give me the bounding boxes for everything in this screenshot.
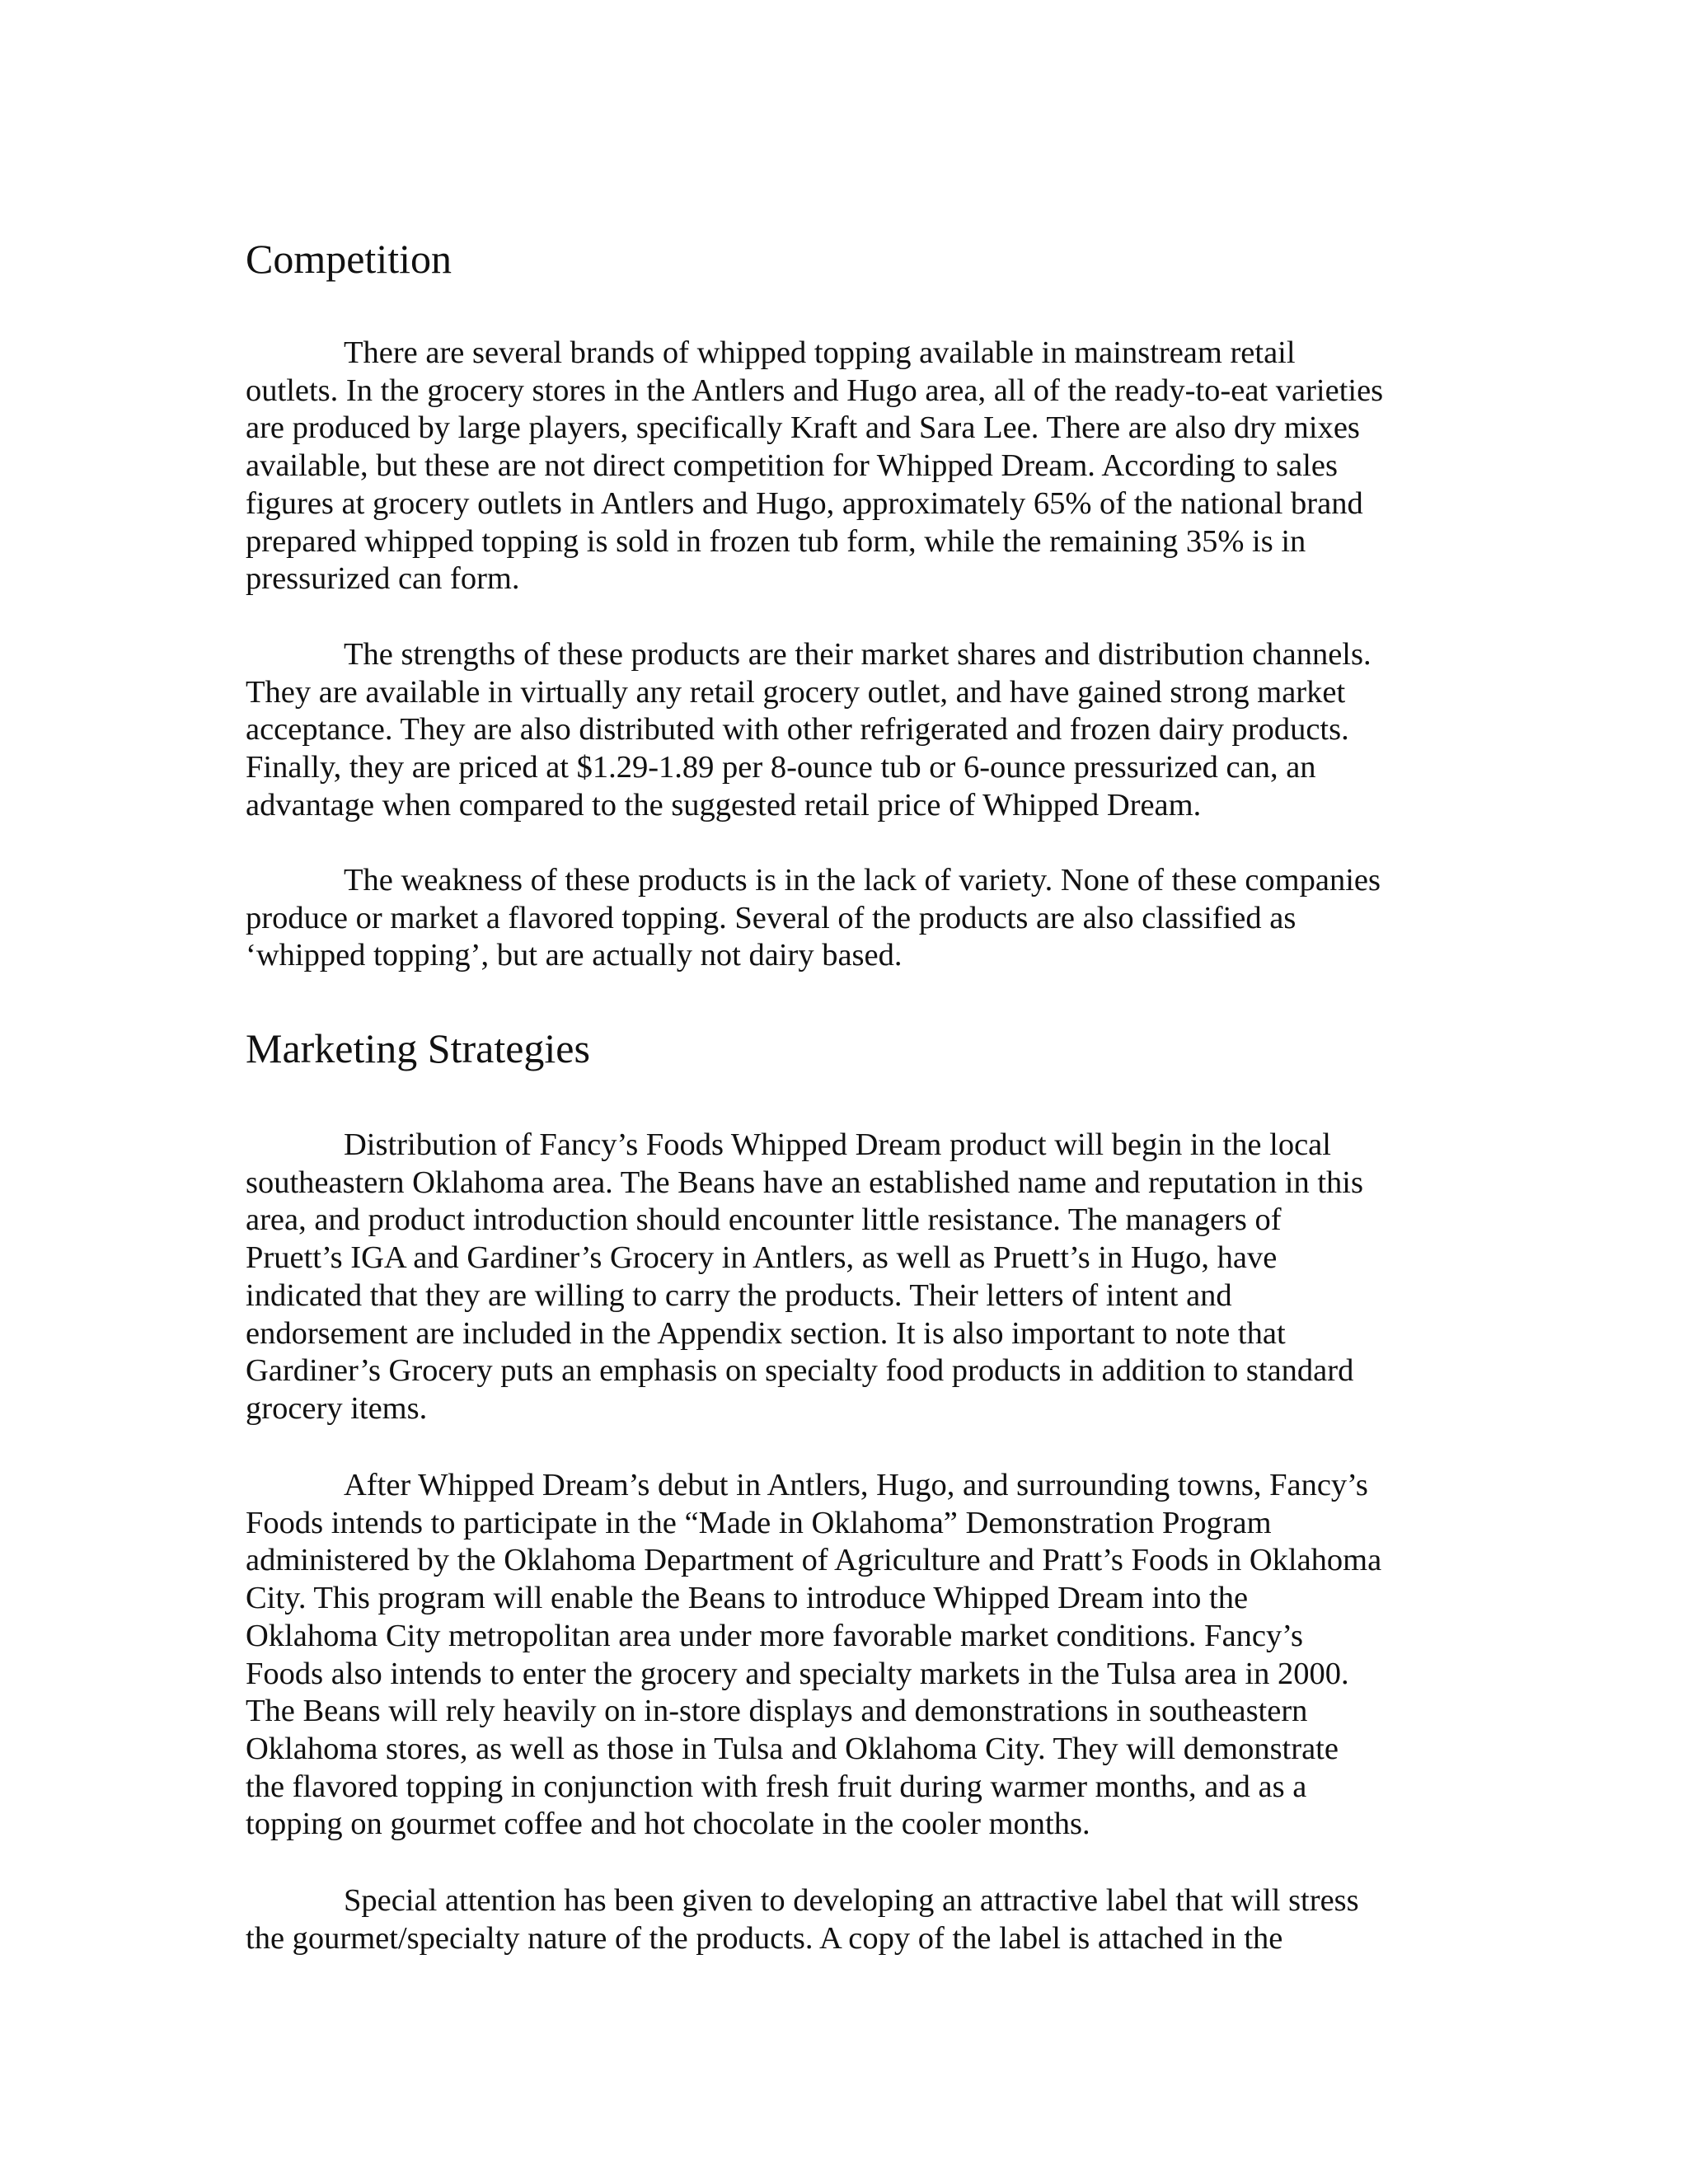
text-line: indicated that they are willing to carry the products. Their letters of intent and — [246, 1277, 1232, 1313]
text-line: available, but these are not direct competition for Whipped Dream. According to sales — [246, 448, 1338, 484]
text-line: endorsement are included in the Appendix section. It is also important to note that — [246, 1315, 1286, 1351]
paragraph-competition-brands — [246, 335, 1383, 598]
text-line: outlets. In the grocery stores in the Antlers and Hugo area, all of the ready-to-eat varieties — [246, 373, 1384, 408]
text-line: the gourmet/specialty nature of the products. A copy of the label is attached in the — [246, 1920, 1283, 1956]
text-line: advantage when compared to the suggested retail price of Whipped Dream. — [246, 787, 1202, 823]
paragraph-competition-strengths — [246, 636, 1372, 825]
text-line: Foods intends to participate in the “Made in Oklahoma” Demonstration Program — [246, 1505, 1272, 1540]
text-line: grocery items. — [246, 1390, 428, 1426]
paragraph-marketing-label — [246, 1882, 1359, 1957]
text-line: the flavored topping in conjunction with fresh fruit during warmer months, and as a — [246, 1769, 1307, 1804]
text-line: They are available in virtually any retail grocery outlet, and have gained strong market — [246, 674, 1346, 710]
text-line: City. This program will enable the Beans to introduce Whipped Dream into the — [246, 1581, 1249, 1616]
text-line: administered by the Oklahoma Department of Agriculture and Pratt’s Foods in Oklahoma — [246, 1543, 1382, 1578]
text-line: pressurized can form. — [246, 561, 520, 597]
text-line: The weakness of these products is in the lack of variety. None of these companies — [344, 863, 1381, 898]
text-line: Distribution of Fancy’s Foods Whipped Dream product will begin in the local — [344, 1127, 1331, 1162]
section-heading-marketing-strategies: Marketing Strategies — [246, 1025, 590, 1071]
paragraph-marketing-debut — [246, 1467, 1381, 1844]
text-line: Finally, they are priced at $1.29-1.89 per 8-ounce tub or 6-ounce pressurized can, an — [246, 750, 1316, 785]
text-line: acceptance. They are also distributed with other refrigerated and frozen dairy products. — [246, 712, 1349, 748]
section-heading-competition: Competition — [246, 236, 452, 282]
paragraph-competition-weakness — [246, 862, 1381, 975]
text-line: After Whipped Dream’s debut in Antlers, Hugo, and surrounding towns, Fancy’s — [344, 1468, 1368, 1502]
text-line: are produced by large players, specifically Kraft and Sara Lee. There are also dry mixes — [246, 410, 1360, 446]
text-line: Pruett’s IGA and Gardiner’s Grocery in Antlers, as well as Pruett’s in Hugo, have — [246, 1240, 1278, 1276]
text-line: There are several brands of whipped topping available in mainstream retail — [344, 335, 1296, 370]
text-line: The Beans will rely heavily on in-store displays and demonstrations in southeastern — [246, 1694, 1308, 1729]
text-line: topping on gourmet coffee and hot chocolate in the cooler months. — [246, 1807, 1090, 1842]
text-line: Oklahoma stores, as well as those in Tulsa and Oklahoma City. They will demonstrate — [246, 1731, 1339, 1766]
text-line: southeastern Oklahoma area. The Beans have an established name and reputation in this — [246, 1165, 1363, 1200]
text-line: figures at grocery outlets in Antlers and Hugo, approximately 65% of the national brand — [246, 485, 1363, 521]
text-line: Special attention has been given to developing an attractive label that will stress — [344, 1883, 1359, 1918]
text-line: area, and product introduction should encounter little resistance. The managers of — [246, 1202, 1282, 1238]
text-line: produce or market a flavored topping. Several of the products are also classified as — [246, 900, 1296, 935]
text-line: ‘whipped topping’, but are actually not dairy based. — [246, 938, 903, 973]
text-line: prepared whipped topping is sold in frozen tub form, while the remaining 35% is in — [246, 523, 1306, 559]
text-line: Oklahoma City metropolitan area under more favorable market conditions. Fancy’s — [246, 1618, 1303, 1653]
text-line: Foods also intends to enter the grocery and specialty markets in the Tulsa area in 2000. — [246, 1656, 1349, 1691]
text-line: Gardiner’s Grocery puts an emphasis on specialty food products in addition to standard — [246, 1353, 1354, 1389]
paragraph-marketing-distribution — [246, 1127, 1363, 1428]
text-line: The strengths of these products are their market shares and distribution channels. — [344, 637, 1372, 672]
